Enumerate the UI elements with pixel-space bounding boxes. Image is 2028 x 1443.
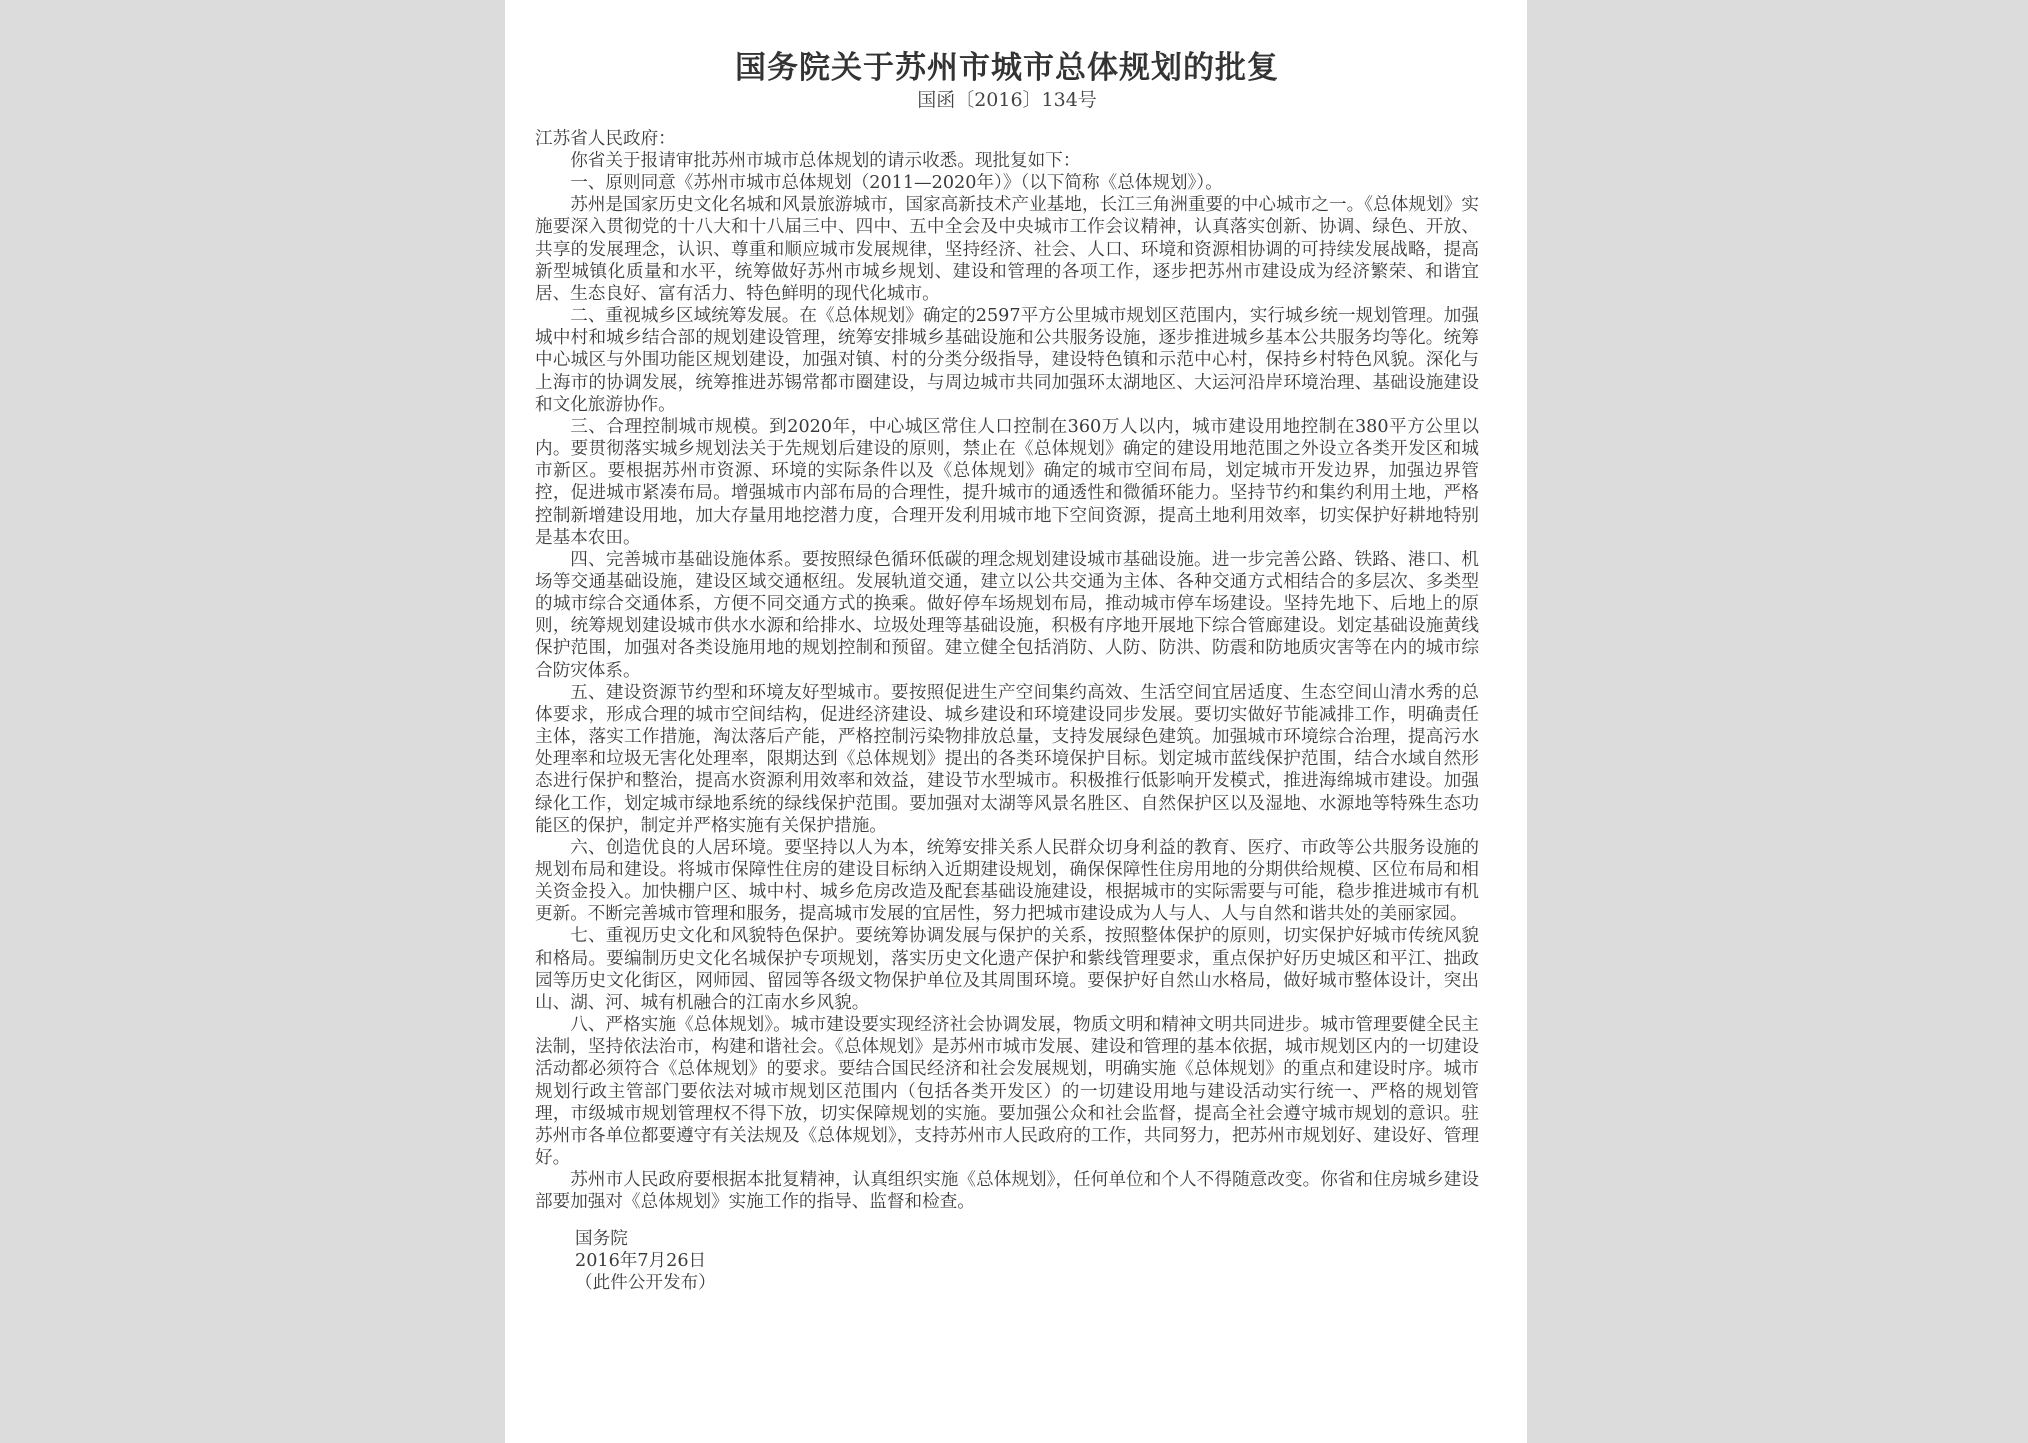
paragraph-4: 四、完善城市基础设施体系。要按照绿色循环低碳的理念规划建设城市基础设施。进一步完善公路、铁路、港口、机场等交通基础设施，建设区域交通枢纽。发展轨道交通，建立以公共交通为主体、各种交通方式相结合的多层次、多类型的城市综合交通体系，方便不同交通方式的换乘。做好停车场规划布局，推动城市停车场建设。坚持先地下、后地上的原则，统筹规划建设城市供水水源和给排水、垃圾处理等基础设施，积极有序地开展地下综合管廊建设。划定基础设施黄线保护范围，加强对各类设施用地的规划控制和预留。建立健全包括消防、人防、防洪、防震和防地质灾害等在内的城市综合防灾体系。 xyxy=(535,549,1479,681)
document-number: 国函〔2016〕134号 xyxy=(917,89,1097,111)
paragraph-2: 二、重视城乡区域统筹发展。在《总体规划》确定的2597平方公里城市规划区范围内，实行城乡统一规划管理。加强城中村和城乡结合部的规划建设管理，统筹安排城乡基础设施和公共服务设施，逐步推进城乡基本公共服务均等化。统筹中心城区与外围功能区规划建设，加强对镇、村的分类分级指导，建设特色镇和示范中心村，保持乡村特色风貌。深化与上海市的协调发展，统筹推进苏锡常都市圈建设，与周边城市共同加强环太湖地区、大运河沿岸环境治理、基础设施建设和文化旅游协作。 xyxy=(535,306,1479,415)
signature-block xyxy=(535,1228,1479,1294)
document-page xyxy=(505,0,1527,1443)
paragraph-8: 八、严格实施《总体规划》。城市建设要实现经济社会协调发展，物质文明和精神文明共同进步。城市管理要健全民主法制，坚持依法治市，构建和谐社会。《总体规划》是苏州市城市发展、建设和管理的基本依据，城市规划区内的一切建设活动都必须符合《总体规划》的要求。要结合国民经济和社会发展规划，明确实施《总体规划》的重点和建设时序。城市规划行政主管部门要依法对城市规划区范围内（包括各类开发区）的一切建设用地与建设活动实行统一、严格的规划管理，市级城市规划管理权不得下放，切实保障规划的实施。要加强公众和社会监督，提高全社会遵守城市规划的意识。驻苏州市各单位都要遵守有关法规及《总体规划》，支持苏州市人民政府的工作，共同努力，把苏州市规划好、建设好、管理好。 xyxy=(535,1015,1479,1169)
signature-issuer: 国务院 xyxy=(575,1228,628,1249)
paragraph-5: 五、建设资源节约型和环境友好型城市。要按照促进生产空间集约高效、生活空间宜居适度、生态空间山清水秀的总体要求，形成合理的城市空间结构，促进经济建设、城乡建设和环境建设同步发展。要切实做好节能减排工作，明确责任主体，落实工作措施，淘汰落后产能，严格控制污染物排放总量，支持发展绿色建筑。加强城市环境综合治理，提高污水处理率和垃圾无害化处理率，限期达到《总体规划》提出的各类环境保护目标。划定城市蓝线保护范围，结合水域自然形态进行保护和整治，提高水资源利用效率和效益，建设节水型城市。积极推行低影响开发模式，推进海绵城市建设。加强绿化工作，划定城市绿地系统的绿线保护范围。要加强对太湖等风景名胜区、自然保护区以及湿地、水源地等特殊生态功能区的保护，制定并严格实施有关保护措施。 xyxy=(535,682,1479,836)
paragraph-6: 六、创造优良的人居环境。要坚持以人为本，统筹安排关系人民群众切身利益的教育、医疗、市政等公共服务设施的规划布局和建设。将城市保障性住房的建设目标纳入近期建设规划，确保保障性住房用地的分期供给规模、区位布局和相关资金投入。加快棚户区、城中村、城乡危房改造及配套基础设施建设，根据城市的实际需要与可能，稳步推进城市有机更新。不断完善城市管理和服务，提高城市发展的宜居性，努力把城市建设成为人与人、人与自然和谐共处的美丽家园。 xyxy=(535,837,1479,925)
paragraph-1-detail: 苏州是国家历史文化名城和风景旅游城市，国家高新技术产业基地，长江三角洲重要的中心城市之一。《总体规划》实施要深入贯彻党的十八大和十八届三中、四中、五中全会及中央城市工作会议精神，认真落实创新、协调、绿色、开放、共享的发展理念，认识、尊重和顺应城市发展规律，坚持经济、社会、人口、环境和资源相协调的可持续发展战略，提高新型城镇化质量和水平，统筹做好苏州市城乡规划、建设和管理的各项工作，逐步把苏州市建设成为经济繁荣、和谐宜居、生态良好、富有活力、特色鲜明的现代化城市。 xyxy=(535,195,1479,304)
paragraph-closing: 苏州市人民政府要根据本批复精神，认真组织实施《总体规划》，任何单位和个人不得随意改变。你省和住房城乡建设部要加强对《总体规划》实施工作的指导、监督和检查。 xyxy=(535,1170,1479,1213)
paragraph-7: 七、重视历史文化和风貌特色保护。要统筹协调发展与保护的关系，按照整体保护的原则，切实保护好城市传统风貌和格局。要编制历史文化名城保护专项规划，落实历史文化遗产保护和紫线管理要求，重点保护好历史城区和平江、拙政园等历史文化街区，网师园、留园等各级文物保护单位及其周围环境。要保护好自然山水格局，做好城市整体设计，突出山、湖、河、城有机融合的江南水乡风貌。 xyxy=(535,926,1479,1013)
paragraph-1: 一、原则同意《苏州市城市总体规划（2011—2020年）》（以下简称《总体规划》）。 xyxy=(570,173,1223,194)
addressee: 江苏省人民政府： xyxy=(535,129,676,149)
document-title: 国务院关于苏州市城市总体规划的批复 xyxy=(735,50,1279,86)
publication-note: （此件公开发布） xyxy=(575,1272,716,1293)
document-body xyxy=(535,150,1479,1214)
paragraph-intro: 你省关于报请审批苏州市城市总体规划的请示收悉。现批复如下： xyxy=(570,151,1081,171)
paragraph-3: 三、合理控制城市规模。到2020年，中心城区常住人口控制在360万人以内，城市建设用地控制在380平方公里以内。要贯彻落实城乡规划法关于先规划后建设的原则，禁止在《总体规划》确定的建设用地范围之外设立各类开发区和城市新区。要根据苏州市资源、环境的实际条件以及《总体规划》确定的城市空间布局，划定城市开发边界，加强边界管控，促进城市紧凑布局。增强城市内部布局的合理性，提升城市的通透性和微循环能力。坚持节约和集约利用土地，严格控制新增建设用地，加大存量用地挖潜力度，合理开发利用城市地下空间资源，提高土地利用效率，切实保护好耕地特别是基本农田。 xyxy=(535,416,1479,548)
signature-date: 2016年7月26日 xyxy=(575,1250,707,1271)
